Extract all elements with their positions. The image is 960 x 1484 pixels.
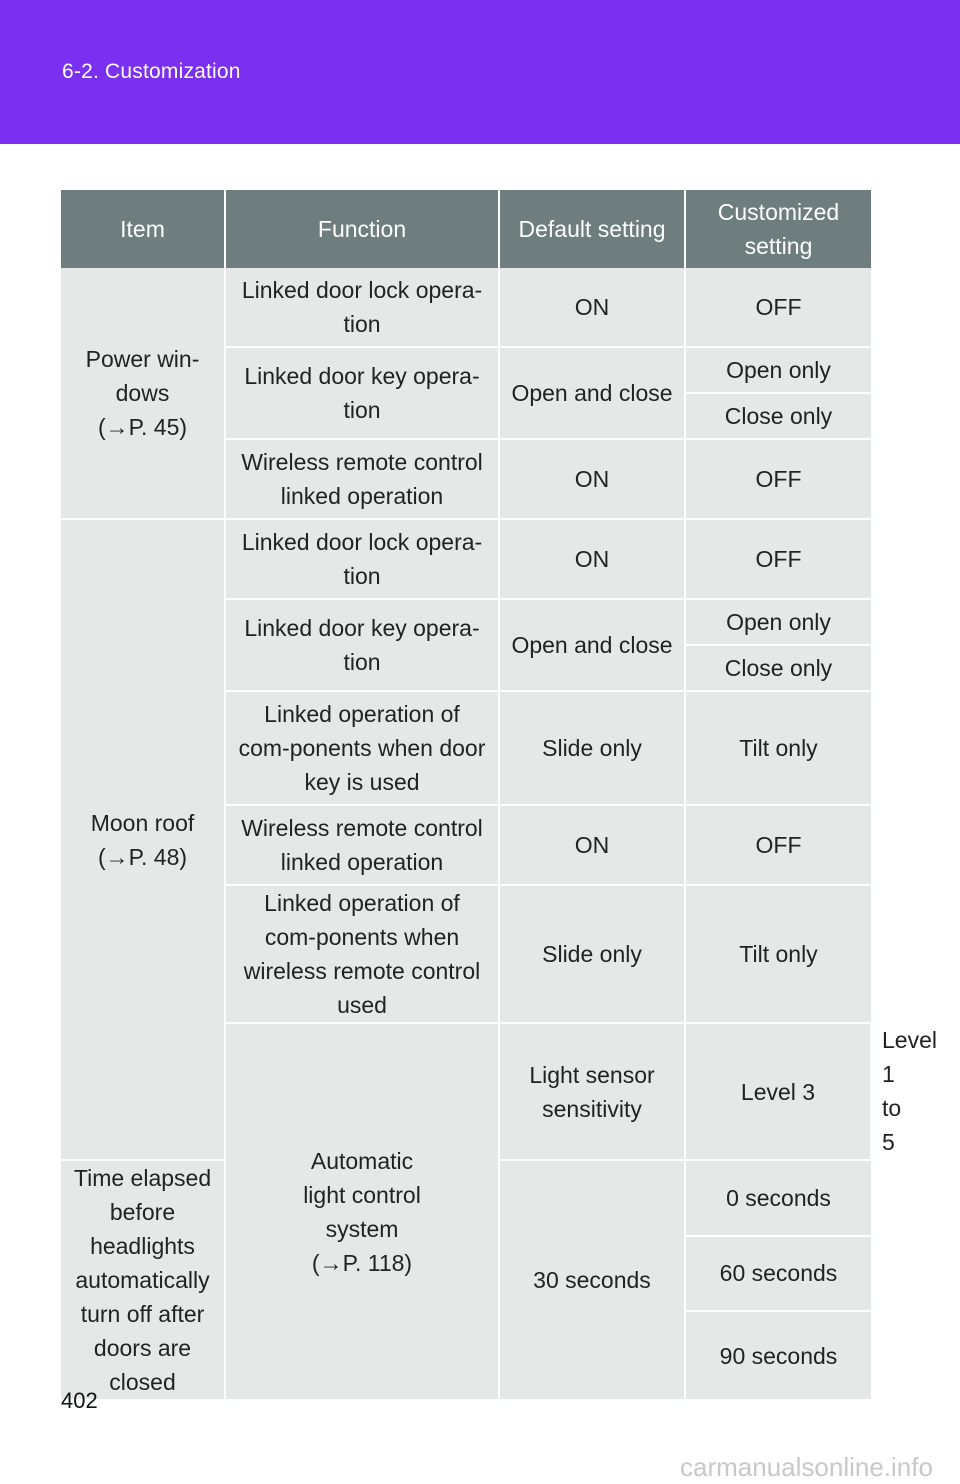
item-line: Moon roof [90,809,195,836]
customized-cell: OFF [685,805,871,885]
customized-cell: Open only [685,599,871,645]
item-moon-roof [61,519,225,1160]
default-cell: Level 3 [685,1023,871,1160]
customized-cell: Close only [685,645,871,691]
function-cell: Linked door key opera-tion [225,347,499,439]
customized-cell: 0 seconds [685,1160,871,1236]
item-line: dows [115,380,170,406]
default-cell: Open and close [499,347,685,439]
function-cell: Linked operation of com-ponents when wireless remote control used [225,885,499,1023]
default-cell: Slide only [499,691,685,805]
function-cell: Time elapsed before headlights automatically turn off after doors are closed [61,1160,225,1400]
header-customized-setting: Customized setting [685,190,871,268]
item-power-windows [61,268,225,519]
customized-cell: 90 seconds [685,1311,871,1400]
table-header-row [61,190,871,268]
table-row [61,268,871,347]
item-line: Power win- [85,346,200,372]
item-line: Automatic [310,1147,414,1174]
header-default-setting: Default setting [499,190,685,268]
section-title: 6-2. Customization [62,60,241,83]
default-cell: ON [499,805,685,885]
item-line: system [325,1215,399,1242]
function-cell: Linked operation of com-ponents when door key is used [225,691,499,805]
table-row: Automatic light control system (→P. 118) Light sensor sensitivity Level 3 Level 1 to 5 [61,1023,871,1160]
page-number: 402 [61,1388,98,1413]
header-item: Item [61,190,225,268]
customized-cell: OFF [685,519,871,599]
item-automatic-light-control [225,1023,499,1400]
customized-cell: Open only [685,347,871,393]
function-cell: Linked door key opera-tion [225,599,499,691]
function-cell: Linked door lock opera-tion [225,519,499,599]
function-cell: Light sensor sensitivity [499,1023,685,1160]
watermark: carmanualsonline.info [680,1452,933,1482]
default-cell: ON [499,519,685,599]
default-cell: 30 seconds [499,1160,685,1400]
customized-cell: Tilt only [685,691,871,805]
header-function: Function [225,190,499,268]
customized-cell: Close only [685,393,871,439]
customized-cell: 60 seconds [685,1236,871,1312]
customized-cell: OFF [685,268,871,347]
item-page-ref: (→P. 45) [97,414,188,440]
function-cell: Wireless remote control linked operation [225,439,499,519]
function-cell: Wireless remote control linked operation [225,805,499,885]
default-cell: ON [499,439,685,519]
customized-cell: OFF [685,439,871,519]
default-cell: Open and close [499,599,685,691]
function-cell: Linked door lock opera-tion [225,268,499,347]
customization-table [61,190,937,1401]
item-line: light control [303,1181,421,1208]
default-cell: ON [499,268,685,347]
item-page-ref: (→P. 118) [311,1249,413,1276]
customized-cell: Tilt only [685,885,871,1023]
item-page-ref: (→P. 48) [97,843,188,870]
table-row [61,519,871,599]
default-cell: Slide only [499,885,685,1023]
